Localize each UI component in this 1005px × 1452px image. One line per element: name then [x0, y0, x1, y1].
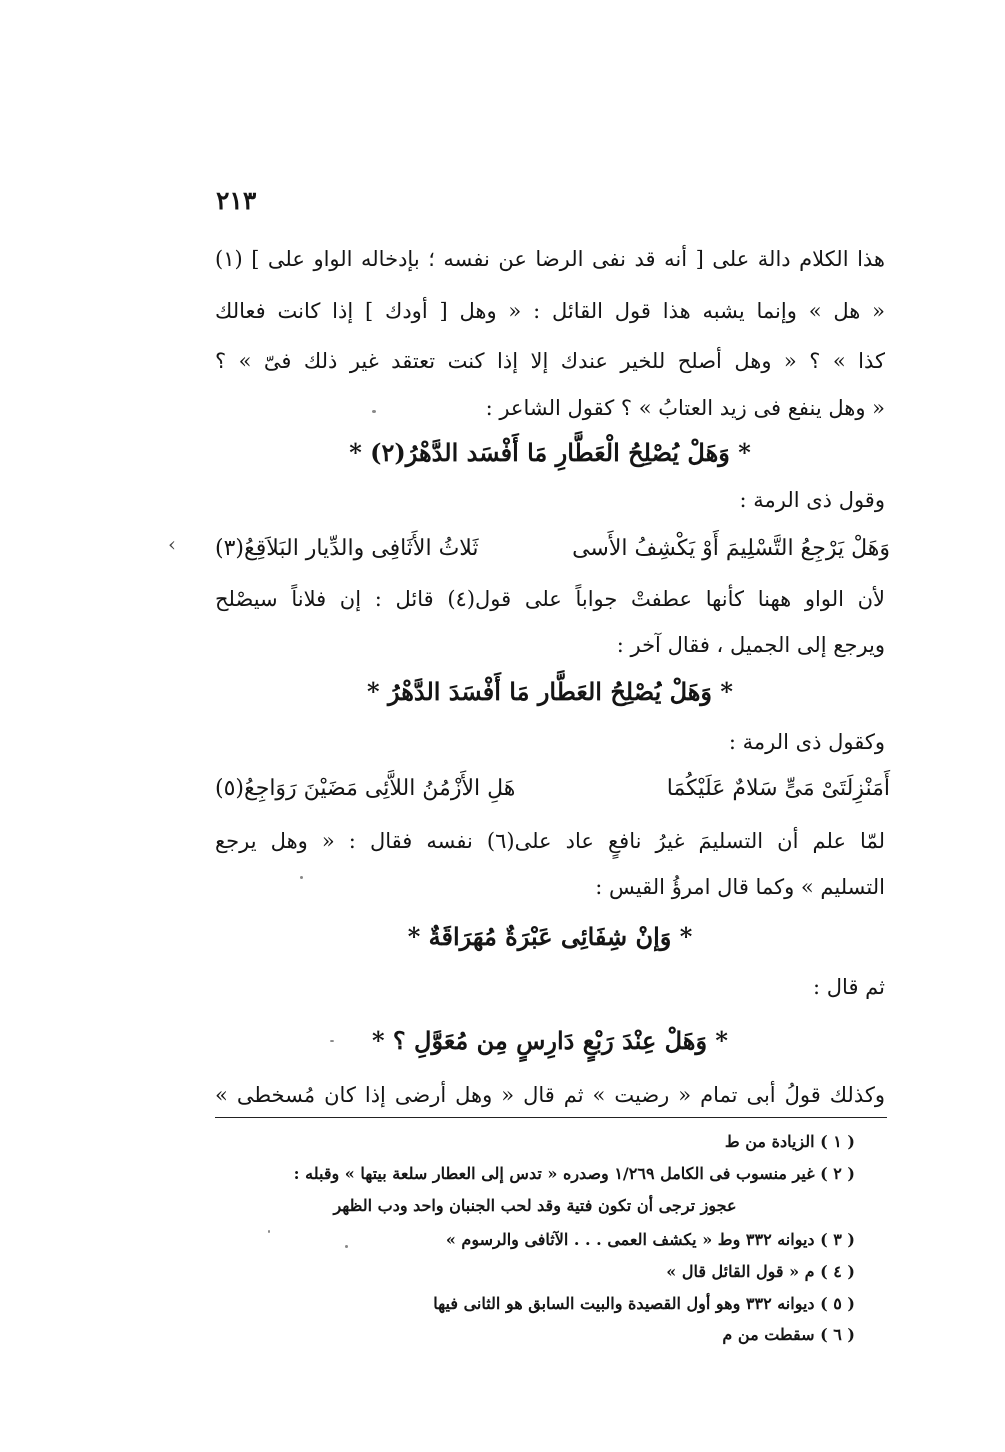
- couplet: [215, 770, 890, 810]
- footnote: ( ٣ ) ديوانه ٣٣٢ وط « يكشف العمى . . . الآثافى والرسوم »: [445, 1230, 855, 1249]
- couplet-first-hemistich: وَهَلْ يَرْجِعُ التَّسْلِيمَ أَوْ يَكْشِفُ الأَسى: [572, 536, 890, 561]
- footnote-divider: [215, 1117, 887, 1118]
- couplet-second-hemistich: ثَلاثُ الأَثَافِى والدِّيار البَلاَقِعُ(٣): [215, 536, 479, 561]
- scan-speck: [300, 876, 303, 879]
- footnote-verse: عجوز ترجى أن تكون فتية وقد لحب الجنبان واحد ودب الظهر: [333, 1196, 737, 1215]
- couplet-first-hemistich: أَمَنْزِلَتَىْ مَىٍّ سَلامٌ عَلَيْكُمَا: [666, 776, 890, 801]
- scan-speck: [372, 410, 376, 413]
- scan-speck: [345, 1245, 348, 1248]
- text-line: كذا » ؟ « وهل أصلح للخير عندك إلا إذا كنت تعتقد غير ذلك فىّ » ؟: [215, 349, 885, 373]
- text-line: وكذلك قولُ أبى تمام « رضيت » ثم قال « وهل أرضى إذا كان مُسخطى »: [215, 1083, 885, 1107]
- margin-mark: ‹: [168, 532, 176, 556]
- text-line: ثم قال :: [813, 975, 885, 999]
- scan-speck: [268, 1230, 270, 1233]
- text-line: هذا الكلام دالة على [ أنه قد نفى الرضا عن نفسه ؛ بإدخاله الواو على ] (١): [215, 247, 885, 271]
- verse-line: * وَهَلْ عِنْدَ رَبْعٍ دَارِسٍ مِن مُعَوَّلِ ؟ *: [372, 1026, 728, 1055]
- footnote: ( ٥ ) ديوانه ٣٣٢ وهو أول القصيدة والبيت السابق هو الثانى فيها: [433, 1294, 855, 1313]
- footnote: ( ١ ) الزيادة من ط: [724, 1132, 855, 1151]
- footnote: ( ٢ ) غير منسوب فى الكامل ١/٢٦٩ وصدره « تدس إلى العطار سلعة بيتها » وقبله :: [293, 1164, 855, 1183]
- scan-speck: [330, 1040, 334, 1042]
- text-line: وكقول ذى الرمة :: [728, 730, 885, 754]
- text-line: التسليم » وكما قال امرؤُ القيس :: [595, 875, 885, 899]
- couplet-second-hemistich: هَلِ الأَزْمُنُ اللاَّئِى مَضَيْنَ رَوَاجِعُ(٥): [215, 776, 516, 801]
- page-number: ٢١٣: [216, 186, 257, 215]
- text-line: وقول ذى الرمة :: [739, 488, 885, 512]
- text-line: لأن الواو ههنا كأنها عطفتْ جواباً على قول(٤) قائل : إن فلاناً سيصْلح: [215, 587, 885, 611]
- text-line: لمّا علم أن التسليمَ غيرُ نافعٍ عاد على(٦) نفسه فقال : « وهل يرجع: [215, 829, 885, 853]
- footnote: ( ٤ ) م « قول القائل قال »: [666, 1262, 855, 1281]
- couplet: [215, 530, 890, 570]
- verse-line: * وَإنْ شِفَائِى عَبْرَةٌ مُهَرَاقَةٌ *: [407, 922, 693, 951]
- footnote: ( ٦ ) سقطت من م: [722, 1325, 855, 1344]
- verse-line: * وَهَلْ يُصْلِحُ العَطَّار مَا أَفْسَدَ الدَّهْرُ *: [367, 677, 733, 706]
- text-line: « هل » وإنما يشبه هذا قول القائل : « وهل [ أودك ] إذا كانت فعالك: [215, 299, 885, 323]
- text-line: « وهل ينفع فى زيد العتابُ » ؟ كقول الشاعر :: [485, 396, 885, 420]
- text-line: ويرجع إلى الجميل ، فقال آخر :: [616, 633, 885, 657]
- verse-line: * وَهَلْ يُصْلِحُ الْعَطَّارِ مَا أَفْسَد الدَّهْرُ(٢) *: [349, 438, 751, 467]
